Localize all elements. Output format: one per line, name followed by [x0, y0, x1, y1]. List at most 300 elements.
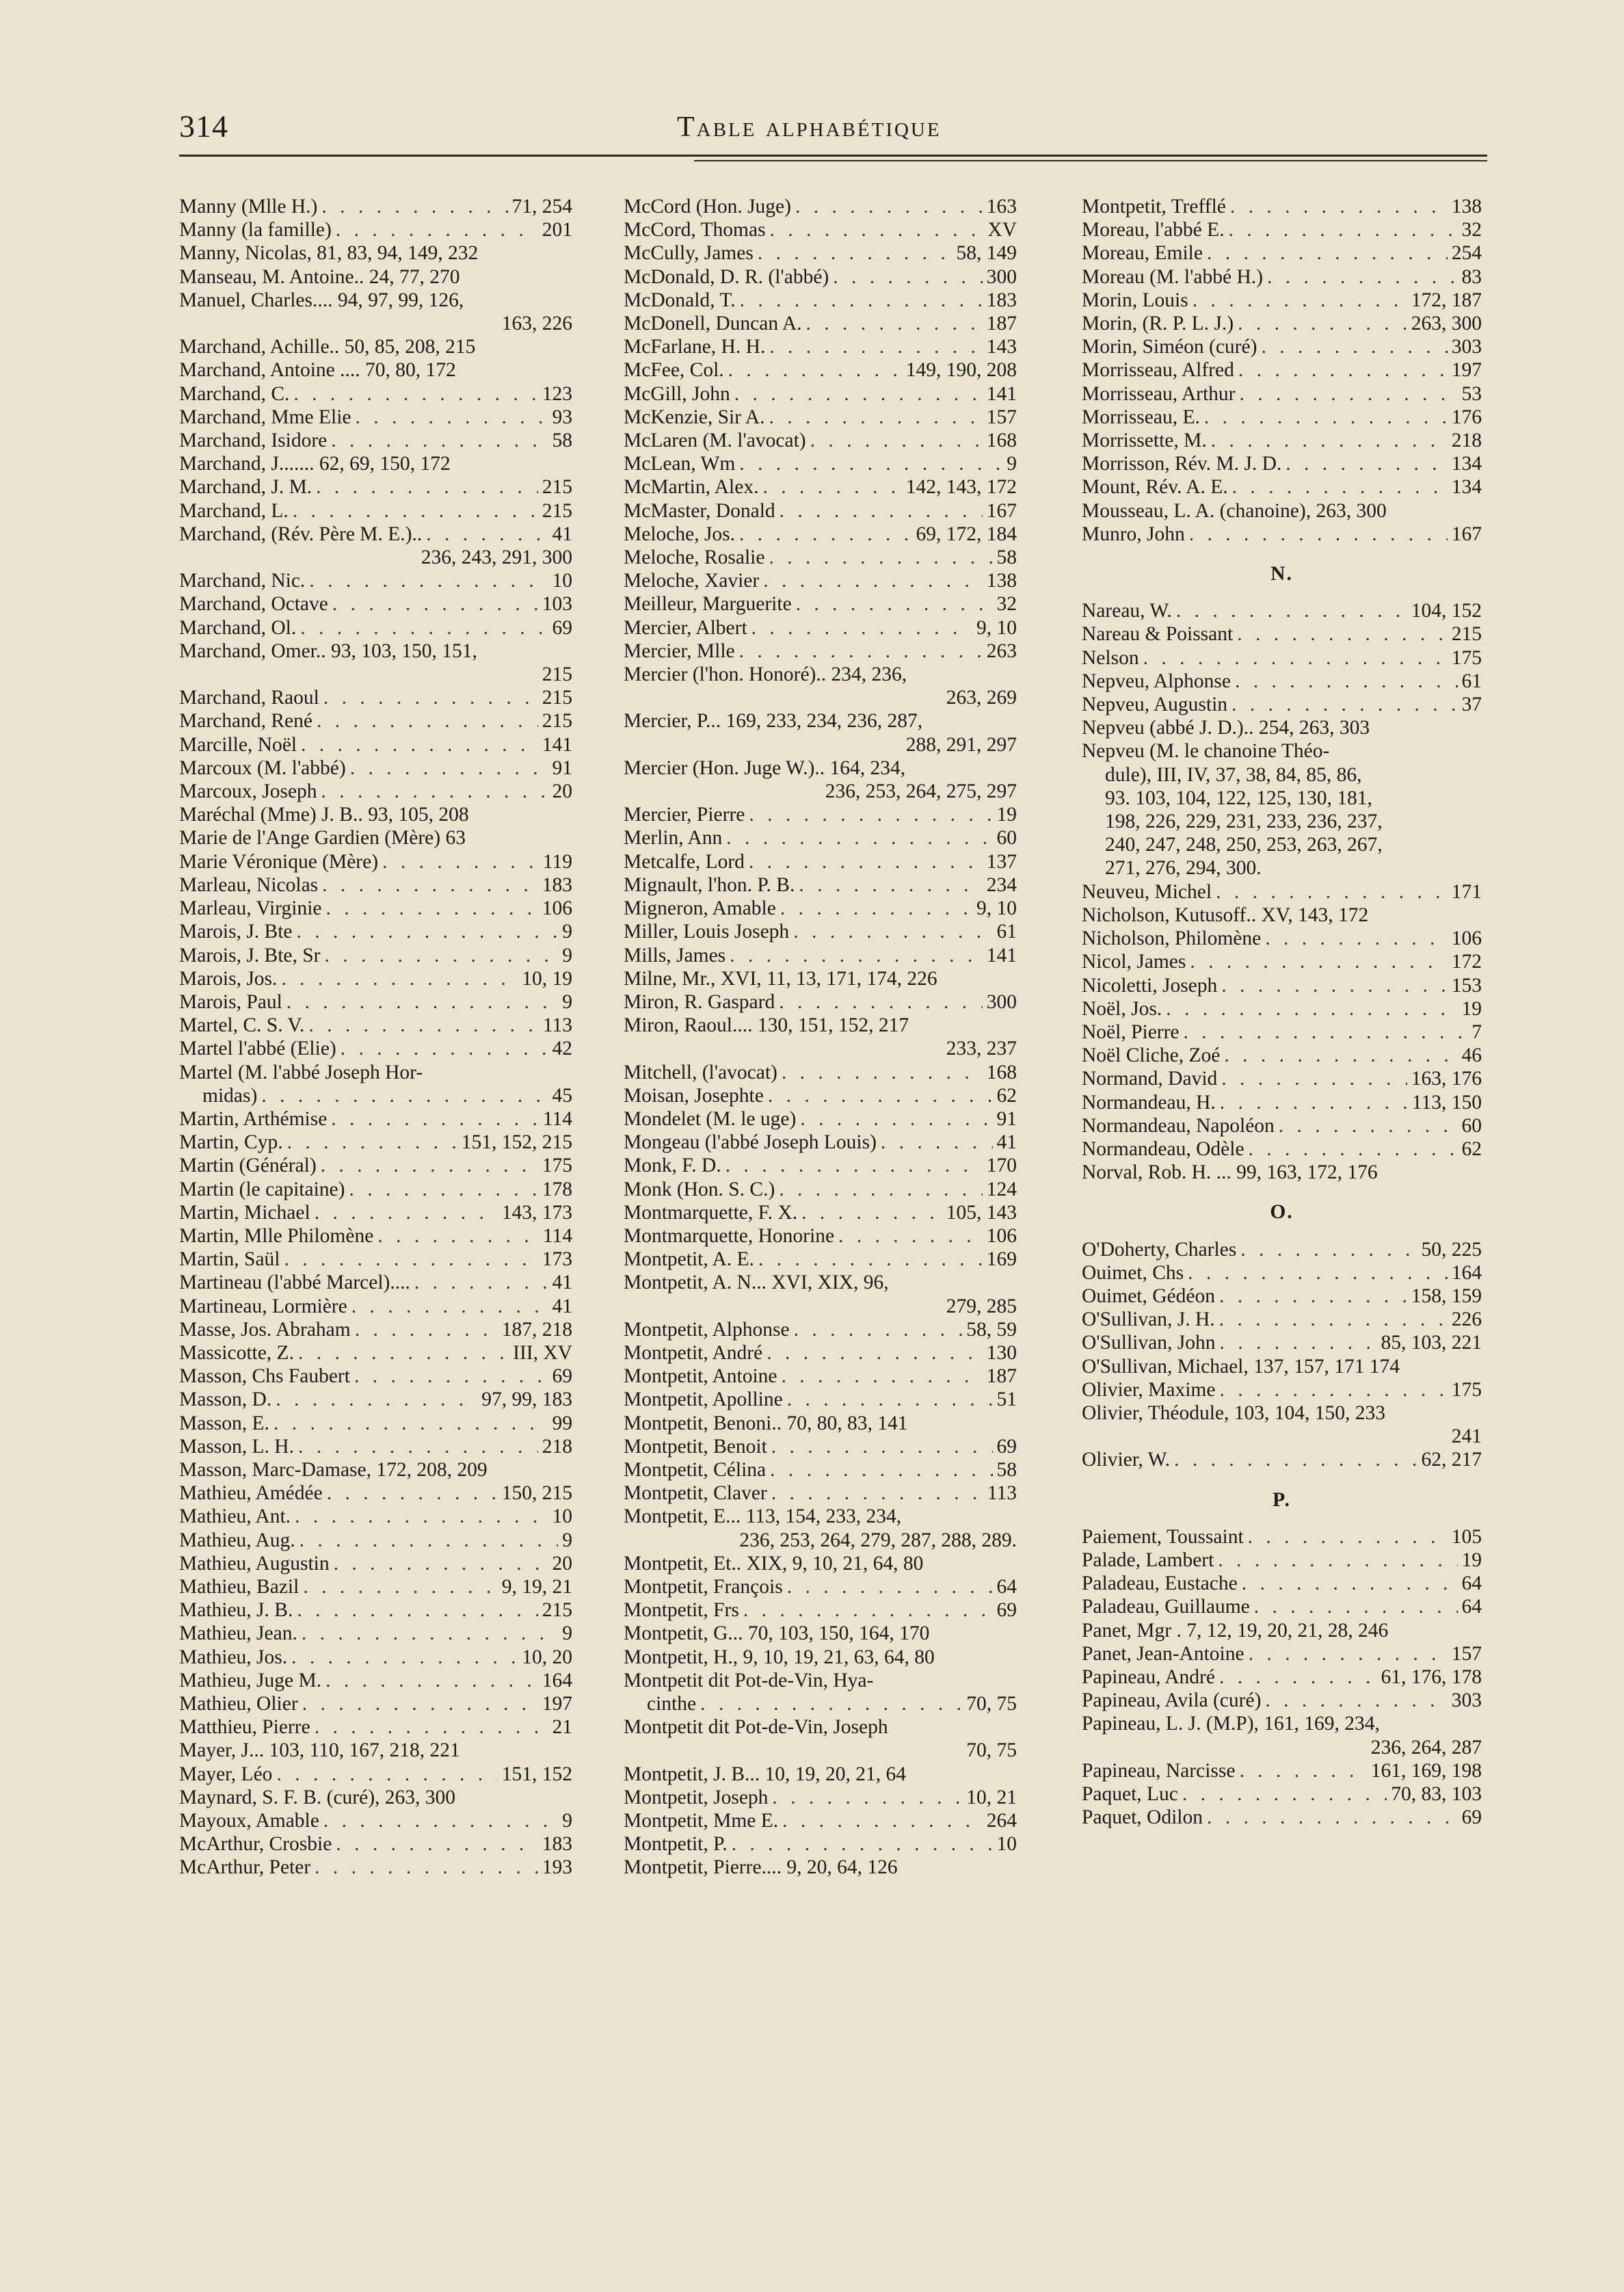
index-entry-name: Maynard, S. F. B. (curé), 263, 300 [179, 1786, 456, 1808]
index-entry [1082, 1308, 1482, 1331]
index-entry [179, 1786, 572, 1809]
index-entry-pages: 130 [986, 1341, 1017, 1364]
index-entry [179, 1084, 572, 1107]
index-entry-name: McDonald, D. R. (l'abbé) [624, 265, 829, 288]
index-entry [179, 1763, 572, 1786]
index-entry-pages: 175 [1451, 1378, 1482, 1401]
index-entry-pages: 153 [1451, 974, 1482, 997]
index-entry [624, 944, 1017, 967]
index-entry [179, 920, 572, 943]
index-entry-pages: 58 [996, 1458, 1017, 1481]
index-entry-name: McMartin, Alex. [624, 476, 759, 499]
leader-dots [1219, 1285, 1407, 1308]
leader-dots [1218, 1549, 1457, 1572]
index-entry [1082, 904, 1482, 927]
index-entry-name: Olivier, Maxime [1082, 1378, 1216, 1401]
index-entry-name: Milne, Mr., XVI, 11, 13, 171, 174, 226 [624, 967, 937, 990]
index-entry [1082, 1044, 1482, 1067]
leader-dots [276, 1388, 477, 1411]
leader-dots [1182, 1782, 1387, 1806]
leader-dots [838, 1224, 983, 1248]
index-entry [179, 850, 572, 873]
index-entry [1082, 1595, 1482, 1618]
index-entry-name: Olivier, W. [1082, 1449, 1171, 1471]
index-entry-name: Ouimet, Chs [1082, 1261, 1184, 1284]
index-entry-name: Nareau & Poissant [1082, 623, 1234, 646]
index-entry-pages: 114 [542, 1107, 572, 1130]
index-entry [1082, 475, 1482, 499]
leader-dots [1265, 1689, 1447, 1712]
index-entry [179, 452, 572, 475]
index-entry [1082, 974, 1482, 997]
index-entry-name: Morrisseau, Arthur [1082, 382, 1236, 405]
index-entry-name: Morrissette, M. [1082, 430, 1207, 452]
index-entry-name: McCord, Thomas [624, 219, 766, 241]
leader-dots [355, 1318, 498, 1341]
index-entry-pages: 169 [986, 1248, 1017, 1271]
index-entry-name: Marcoux, Joseph [179, 780, 317, 803]
index-entry-pages: 173 [542, 1248, 572, 1271]
leader-dots [801, 1201, 942, 1224]
index-entry-name: Mercier, P... 169, 233, 234, 236, 287, [624, 710, 923, 733]
leader-dots [1237, 622, 1448, 646]
index-entry [179, 616, 572, 640]
index-entry [1082, 1448, 1482, 1471]
index-entry [624, 358, 1017, 382]
index-entry [624, 1178, 1017, 1201]
index-entry-pages: 20 [552, 1552, 572, 1575]
index-entry-name: Martel, C. S. V. [179, 1014, 305, 1037]
index-entry-pages: 172, 187 [1411, 289, 1482, 311]
index-entry-name: dule), III, IV, 37, 38, 84, 85, 86, [1105, 763, 1362, 786]
index-entry-name: Montpetit, E... 113, 154, 233, 234, [624, 1505, 902, 1528]
index-entry-pages: 61, 176, 178 [1381, 1665, 1482, 1688]
index-entry-pages: 7 [1472, 1020, 1482, 1043]
index-entry [1082, 1020, 1482, 1044]
index-entry [179, 686, 572, 709]
index-entry [1082, 1285, 1482, 1308]
index-entry-name: O'Sullivan, John [1082, 1332, 1216, 1354]
leader-dots [782, 1061, 983, 1084]
index-entry-continuation: 236, 253, 264, 275, 297 [825, 780, 1017, 803]
index-entry [179, 382, 572, 406]
index-entry [1082, 810, 1482, 833]
leader-dots [1228, 218, 1457, 241]
index-entry [624, 826, 1017, 849]
index-entry-name: Marchand, C. [179, 382, 290, 405]
index-entry-name: Marchand, J. M. [179, 476, 312, 499]
leader-dots [1207, 1806, 1458, 1829]
index-entry [1082, 523, 1482, 546]
index-entry-name: Mathieu, Aug. [179, 1529, 295, 1551]
index-entry-name: Martel l'abbé (Elie) [179, 1038, 336, 1060]
index-entry [1082, 950, 1482, 973]
leader-dots [743, 1598, 993, 1622]
index-entry-name: Montmarquette, F. X. [624, 1201, 798, 1224]
index-column-2 [624, 195, 1017, 1880]
index-entry-pages: 70, 75 [966, 1693, 1017, 1715]
index-entry-name: Neuveu, Michel [1082, 880, 1212, 903]
index-entry-name: Morin, Louis [1082, 289, 1188, 311]
index-entry-name: Manuel, Charles.... 94, 97, 99, 126, [179, 289, 464, 311]
index-entry-name: Montpetit, G... 70, 103, 150, 164, 170 [624, 1622, 930, 1645]
leader-dots [794, 1318, 963, 1341]
index-entry-continuation: 233, 237 [946, 1038, 1017, 1060]
index-entry-pages: 157 [986, 406, 1017, 428]
leader-dots [293, 499, 538, 523]
index-entry-name: Marchand, L. [179, 499, 289, 522]
leader-dots [1220, 1091, 1408, 1114]
index-entry-pages: 164 [1451, 1261, 1482, 1284]
index-entry-pages: 201 [542, 219, 572, 241]
index-entry-name: Montpetit, P. [624, 1833, 728, 1856]
index-entry-name: Martineau, Lormière [179, 1295, 347, 1317]
leader-dots [739, 640, 983, 663]
index-entry [179, 640, 572, 663]
index-entry [179, 873, 572, 897]
leader-dots [426, 523, 548, 546]
leader-dots [276, 1763, 497, 1786]
index-entry [179, 1131, 572, 1154]
index-entry-name: Montpetit, Joseph [624, 1786, 769, 1808]
index-entry-name: Papineau, L. J. (M.P), 161, 169, 234, [1082, 1713, 1380, 1735]
index-entry [179, 826, 572, 849]
index-entry [179, 1388, 572, 1411]
index-entry-name: Matthieu, Pierre [179, 1716, 310, 1739]
index-entry-pages: 62 [996, 1084, 1017, 1107]
leader-dots [1265, 927, 1448, 950]
index-entry [1082, 312, 1482, 335]
index-entry-pages: 141 [986, 944, 1017, 966]
index-entry-name: Marois, Paul [179, 990, 282, 1013]
leader-dots [763, 569, 983, 592]
index-entry [179, 1224, 572, 1248]
leader-dots [1174, 1448, 1417, 1471]
index-entry [179, 1481, 572, 1505]
index-entry [624, 1575, 1017, 1598]
index-entry [179, 1692, 572, 1715]
index-entry-pages: 134 [1451, 476, 1482, 499]
index-entry-pages: 303 [1451, 1689, 1482, 1712]
index-entry-name: O'Doherty, Charles [1082, 1238, 1237, 1261]
index-entry [1082, 1619, 1482, 1642]
index-entry-name: Mathieu, Jean. [179, 1622, 297, 1645]
index-entry-name: Nicholson, Philomène [1082, 927, 1262, 950]
page-number: 314 [179, 109, 228, 144]
index-entry [179, 1458, 572, 1481]
leader-dots [1143, 646, 1448, 670]
index-entry [179, 709, 572, 733]
leader-dots [726, 1154, 983, 1177]
leader-dots [1254, 1595, 1458, 1618]
index-entry-name: Marcoux (M. l'abbé) [179, 756, 346, 779]
leader-dots [261, 1084, 548, 1107]
leader-dots [287, 1131, 457, 1154]
index-entry-name: Nicholson, Kutusoff.. XV, 143, 172 [1082, 904, 1369, 926]
index-entry-name: Paiement, Toussaint [1082, 1525, 1244, 1548]
index-entry [624, 1412, 1017, 1435]
index-entry [624, 312, 1017, 335]
index-entry [624, 1622, 1017, 1645]
index-entry-pages: 113 [987, 1482, 1017, 1505]
index-entry-pages: 58, 59 [966, 1318, 1017, 1341]
leader-dots [1166, 997, 1457, 1020]
index-entry-pages: 141 [542, 733, 572, 756]
leader-dots [323, 686, 538, 709]
index-entry-name: Morin, Siméon (curé) [1082, 336, 1257, 358]
index-entry-continuation: 236, 243, 291, 300 [421, 546, 572, 569]
index-entry-name: Marchand, Isidore [179, 430, 328, 452]
index-entry-name: Mondelet (M. le uge) [624, 1107, 797, 1130]
index-entry-name: Papineau, André [1082, 1665, 1215, 1688]
index-entry [624, 873, 1017, 897]
index-entry-name: Nepveu, Alphonse [1082, 670, 1231, 692]
index-entry-pages: 151, 152 [501, 1763, 572, 1785]
index-entry-pages: 187 [986, 1365, 1017, 1388]
index-entry [1082, 429, 1482, 452]
index-entry [1082, 997, 1482, 1020]
index-entry-name: Montpetit, A. N... XVI, XIX, 96, [624, 1272, 889, 1294]
index-entry-name: Miron, Raoul.... 130, 151, 152, 217 [624, 1014, 909, 1037]
index-entry-name: Mercier (Hon. Juge W.).. 164, 234, [624, 756, 906, 779]
index-entry-pages: 138 [986, 570, 1017, 592]
index-entry [179, 265, 572, 289]
leader-dots [351, 1295, 548, 1318]
index-entry-pages: 170 [986, 1155, 1017, 1177]
section-letter: O. [1270, 1201, 1294, 1224]
index-entry-pages: 143, 173 [501, 1201, 572, 1224]
index-entry-name: Marchand, Nic. [179, 570, 306, 592]
leader-dots [356, 406, 548, 429]
leader-dots [795, 195, 983, 218]
index-entry [1082, 358, 1482, 382]
index-entry-name: Merlin, Ann [624, 827, 723, 849]
index-entry-pages: 9 [1007, 453, 1017, 475]
index-entry-name: 271, 276, 294, 300. [1105, 857, 1262, 880]
leader-dots [327, 1481, 498, 1505]
index-entry [179, 1061, 572, 1084]
index-entry [179, 569, 572, 592]
index-entry-pages: 197 [542, 1693, 572, 1715]
index-entry-name: Meilleur, Marguerite [624, 593, 792, 616]
index-entry-name: Mathieu, Bazil [179, 1575, 299, 1598]
index-entry-continuation: 279, 285 [946, 1295, 1017, 1317]
index-entry-name: Martel (M. l'abbé Joseph Hor- [179, 1061, 423, 1083]
index-entry-pages: 42 [552, 1038, 572, 1060]
index-entry-name: Montpetit, Antoine [624, 1365, 777, 1388]
index-entry [1082, 622, 1482, 646]
index-entry-name: Mayer, Léo [179, 1763, 273, 1785]
index-entry-pages: 113, 150 [1411, 1091, 1482, 1114]
index-entry [624, 265, 1017, 289]
index-entry-name: Masson, Marc-Damase, 172, 208, 209 [179, 1458, 488, 1481]
index-entry-name: Mayer, J... 103, 110, 167, 218, 221 [179, 1739, 460, 1762]
index-entry [624, 850, 1017, 873]
index-entry-name: Ouimet, Gédéon [1082, 1285, 1215, 1307]
index-entry [624, 1107, 1017, 1131]
index-entry [1082, 1161, 1482, 1184]
index-entry-pages: 10, 19 [522, 967, 572, 990]
index-entry-pages: 150, 215 [501, 1482, 572, 1505]
index-entry-pages: 32 [996, 593, 1017, 616]
index-entry-name: Masson, D. [179, 1388, 272, 1411]
index-entry [624, 335, 1017, 358]
index-entry-name: Nepveu, Augustin [1082, 694, 1228, 716]
index-entry-pages: 69 [552, 1365, 572, 1388]
index-entry [624, 1154, 1017, 1177]
index-entry-name: Mathieu, Juge M. [179, 1669, 322, 1691]
leader-dots [739, 452, 1002, 475]
index-entry-name: Meloche, Jos. [624, 523, 736, 545]
index-entry-pages: 263 [986, 640, 1017, 662]
index-entry-name: Montpetit, J. B... 10, 19, 20, 21, 64 [624, 1763, 907, 1785]
leader-dots [414, 1271, 548, 1294]
index-entry [1082, 787, 1482, 810]
index-entry-name: Monk, F. D. [624, 1155, 721, 1177]
index-entry-name: Montpetit, Mme E. [624, 1810, 779, 1832]
index-entry-name: midas) [202, 1084, 258, 1107]
index-entry [624, 1763, 1017, 1786]
index-entry [624, 756, 1017, 780]
index-entry-name: Normandeau, H. [1082, 1091, 1216, 1114]
index-entry-pages: 21 [552, 1716, 572, 1739]
index-entry [624, 475, 1017, 499]
index-entry-name: Monk (Hon. S. C.) [624, 1178, 775, 1200]
index-entry [179, 499, 572, 523]
index-entry-pages: 300 [986, 990, 1017, 1013]
index-entry-pages: 123 [542, 382, 572, 405]
index-entry-pages: 58 [552, 430, 572, 452]
leader-dots [769, 335, 982, 358]
leader-dots [767, 1341, 983, 1365]
index-entry-pages: 10 [552, 1505, 572, 1528]
leader-dots [1176, 599, 1407, 622]
index-entry-name: 93. 103, 104, 122, 125, 130, 181, [1105, 787, 1372, 809]
index-entry [624, 406, 1017, 429]
index-entry [179, 1505, 572, 1528]
leader-dots [1235, 670, 1458, 693]
index-entry [179, 1365, 572, 1388]
index-entry [624, 1832, 1017, 1856]
index-column-3 [1082, 195, 1482, 1829]
index-entry-name: Marleau, Virginie [179, 897, 322, 920]
index-entry [179, 1201, 572, 1224]
index-entry-pages: 91 [552, 756, 572, 779]
index-entry-pages: 234 [986, 873, 1017, 896]
index-entry [624, 616, 1017, 640]
index-entry-continuation: 236, 253, 264, 279, 287, 288, 289. [739, 1529, 1017, 1551]
index-entry-name: McCully, James [624, 242, 754, 265]
index-entry-pages: 183 [542, 873, 572, 896]
index-entry-name: Marchand, Mme Elie [179, 406, 351, 428]
index-entry-name: Montmarquette, Honorine [624, 1224, 835, 1247]
index-entry-pages: 69 [552, 616, 572, 639]
index-entry-name: Nepveu (abbé J. D.).. 254, 263, 303 [1082, 717, 1370, 739]
index-entry-name: McCord (Hon. Juge) [624, 196, 791, 218]
index-entry [624, 1318, 1017, 1341]
index-entry-pages: 10 [996, 1833, 1017, 1856]
index-entry [179, 218, 572, 241]
index-entry-name: Panet, Mgr . 7, 12, 19, 20, 21, 28, 246 [1082, 1619, 1389, 1642]
index-entry-name: Mayoux, Amable [179, 1810, 319, 1832]
index-entry-name: Marois, Jos. [179, 967, 278, 990]
index-entry [179, 289, 572, 312]
index-entry [624, 803, 1017, 826]
leader-dots [771, 1435, 993, 1458]
leader-dots [322, 873, 538, 897]
index-entry [179, 358, 572, 382]
index-entry [624, 1014, 1017, 1037]
index-entry-pages: 167 [986, 499, 1017, 522]
index-entry-name: Montpetit dit Pot-de-Vin, Joseph [624, 1716, 888, 1739]
index-entry-name: Montpetit, Frs [624, 1599, 739, 1622]
index-entry-pages: 69 [1461, 1806, 1482, 1829]
index-entry [624, 546, 1017, 569]
index-entry-name: Martineau (l'abbé Marcel).... [179, 1272, 410, 1294]
leader-dots [317, 709, 538, 733]
leader-dots [287, 990, 558, 1014]
index-entry [624, 897, 1017, 920]
index-entry-continuation: 236, 264, 287 [1370, 1736, 1482, 1758]
index-entry [179, 803, 572, 826]
index-entry-name: McArthur, Crosbie [179, 1833, 332, 1856]
index-entry [179, 592, 572, 616]
index-entry [1082, 1712, 1482, 1735]
index-entry-name: Manny (la famille) [179, 219, 332, 241]
index-entry-name: Martin, Michael [179, 1201, 310, 1224]
index-entry [179, 1832, 572, 1856]
index-entry [624, 241, 1017, 265]
index-entry-name: Morrisseau, E. [1082, 406, 1200, 428]
index-entry-name: Marchand, Ol. [179, 616, 297, 639]
index-entry-name: Mousseau, L. A. (chanoine), 263, 300 [1082, 499, 1387, 522]
index-entry [179, 1739, 572, 1762]
index-entry-pages: 161, 169, 198 [1370, 1759, 1482, 1782]
index-entry-name: Normand, David [1082, 1068, 1218, 1090]
index-entry-name: McGill, John [624, 382, 730, 405]
index-entry-name: Marcille, Noël [179, 733, 297, 756]
index-entry-pages: 106 [542, 897, 572, 920]
index-entry-name: Marchand, J....... 62, 69, 150, 172 [179, 453, 451, 475]
index-entry-name: Morrisseau, Alfred [1082, 359, 1234, 382]
index-entry-pages: 53 [1461, 382, 1482, 405]
index-entry [179, 1248, 572, 1271]
leader-dots [1232, 475, 1448, 499]
index-entry [624, 1481, 1017, 1505]
index-entry [624, 1552, 1017, 1575]
index-entry [179, 944, 572, 967]
index-entry [1082, 1331, 1482, 1354]
index-entry-pages: 61 [996, 921, 1017, 943]
leader-dots [1188, 1261, 1448, 1285]
leader-dots [810, 429, 983, 452]
index-entry-name: O'Sullivan, Michael, 137, 157, 171 174 [1082, 1355, 1400, 1378]
leader-dots [1219, 1378, 1447, 1401]
index-entry-continuation: 70, 75 [966, 1739, 1017, 1762]
index-entry [1082, 265, 1482, 289]
index-entry-name: Normandeau, Odèle [1082, 1137, 1244, 1160]
index-entry [1082, 739, 1482, 763]
leader-dots [1221, 1067, 1407, 1090]
index-entry [624, 1598, 1017, 1622]
index-entry [179, 429, 572, 452]
index-entry [1082, 335, 1482, 358]
leader-dots [315, 1856, 538, 1879]
index-entry [1082, 289, 1482, 312]
index-entry-name: Papineau, Narcisse [1082, 1759, 1236, 1782]
index-entry [624, 1809, 1017, 1832]
index-entry-pages: 187 [986, 313, 1017, 335]
